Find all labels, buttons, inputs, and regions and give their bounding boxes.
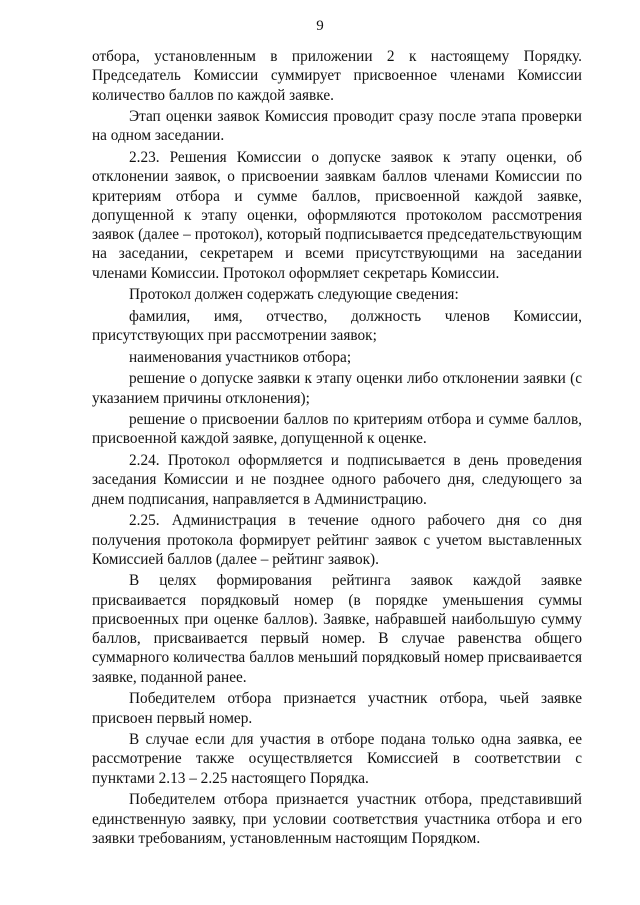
paragraph-rating-order: В целях формирования рейтинга заявок каждой заявке присваивается порядковый номер (в порядке уменьшения суммы присвоенных при оценке баллов). Заявке, набравшей наибольшую сумму баллов, присваивается первый номер. В случае равенства общего суммарного количества баллов меньший порядковый номер присваивается заявке, поданной ранее. [92, 572, 582, 686]
paragraph-protocol-contents: Протокол должен содержать следующие сведения: [129, 286, 459, 304]
paragraph-winner-single: Победителем отбора признается участник отбора, представивший единственную заявку, при условии соответствия участника отбора и его заявки требованиям, установленным настоящим Порядком. [92, 791, 582, 847]
list-item-participants: наименования участников отбора; [129, 348, 352, 366]
page-number: 9 [316, 18, 324, 34]
document-body [92, 47, 582, 850]
paragraph-2-23: 2.23. Решения Комиссии о допуске заявок к этапу оценки, об отклонении заявок, о присвоении заявкам баллов членами Комиссии по критериям отбора и сумме баллов, присвоенной каждой заявке, допущенной к этапу оценки, оформляются протоколом рассмотрения заявок (далее – протокол), который подписывается председательствующим на заседании, секретарем и всеми присутствующими на заседании членами Комиссии. Протокол оформляет секретарь Комиссии. [92, 149, 582, 282]
paragraph-single-application: В случае если для участия в отборе подана только одна заявка, ее рассмотрение также осуществляется Комиссией в соответствии с пунктами 2.13 – 2.25 настоящего Порядка. [92, 731, 582, 787]
paragraph-continuation: отбора, установленным в приложении 2 к настоящему Порядку. Председатель Комиссии суммирует присвоенное членами Комиссии количество баллов по каждой заявке. [92, 48, 582, 104]
paragraph-winner-first: Победителем отбора признается участник отбора, чьей заявке присвоен первый номер. [92, 690, 582, 727]
list-item-members: фамилия, имя, отчество, должность членов Комиссии, присутствующих при рассмотрении заявок; [92, 307, 582, 345]
paragraph-evaluation-stage: Этап оценки заявок Комиссия проводит сразу после этапа проверки на одном заседании. [92, 108, 582, 145]
list-item-admission-decision: решение о допуске заявки к этапу оценки либо отклонении заявки (с указанием причины отклонения); [92, 370, 582, 407]
list-item-score-decision: решение о присвоении баллов по критериям отбора и сумме баллов, присвоенной каждой заявке, допущенной к оценке. [92, 411, 582, 448]
paragraph-2-24: 2.24. Протокол оформляется и подписывается в день проведения заседания Комиссии и не позднее одного рабочего дня, следующего за днем подписания, направляется в Администрацию. [92, 452, 582, 508]
paragraph-2-25: 2.25. Администрация в течение одного рабочего дня со дня получения протокола формирует рейтинг заявок с учетом выставленных Комиссией баллов (далее – рейтинг заявок). [92, 512, 582, 568]
